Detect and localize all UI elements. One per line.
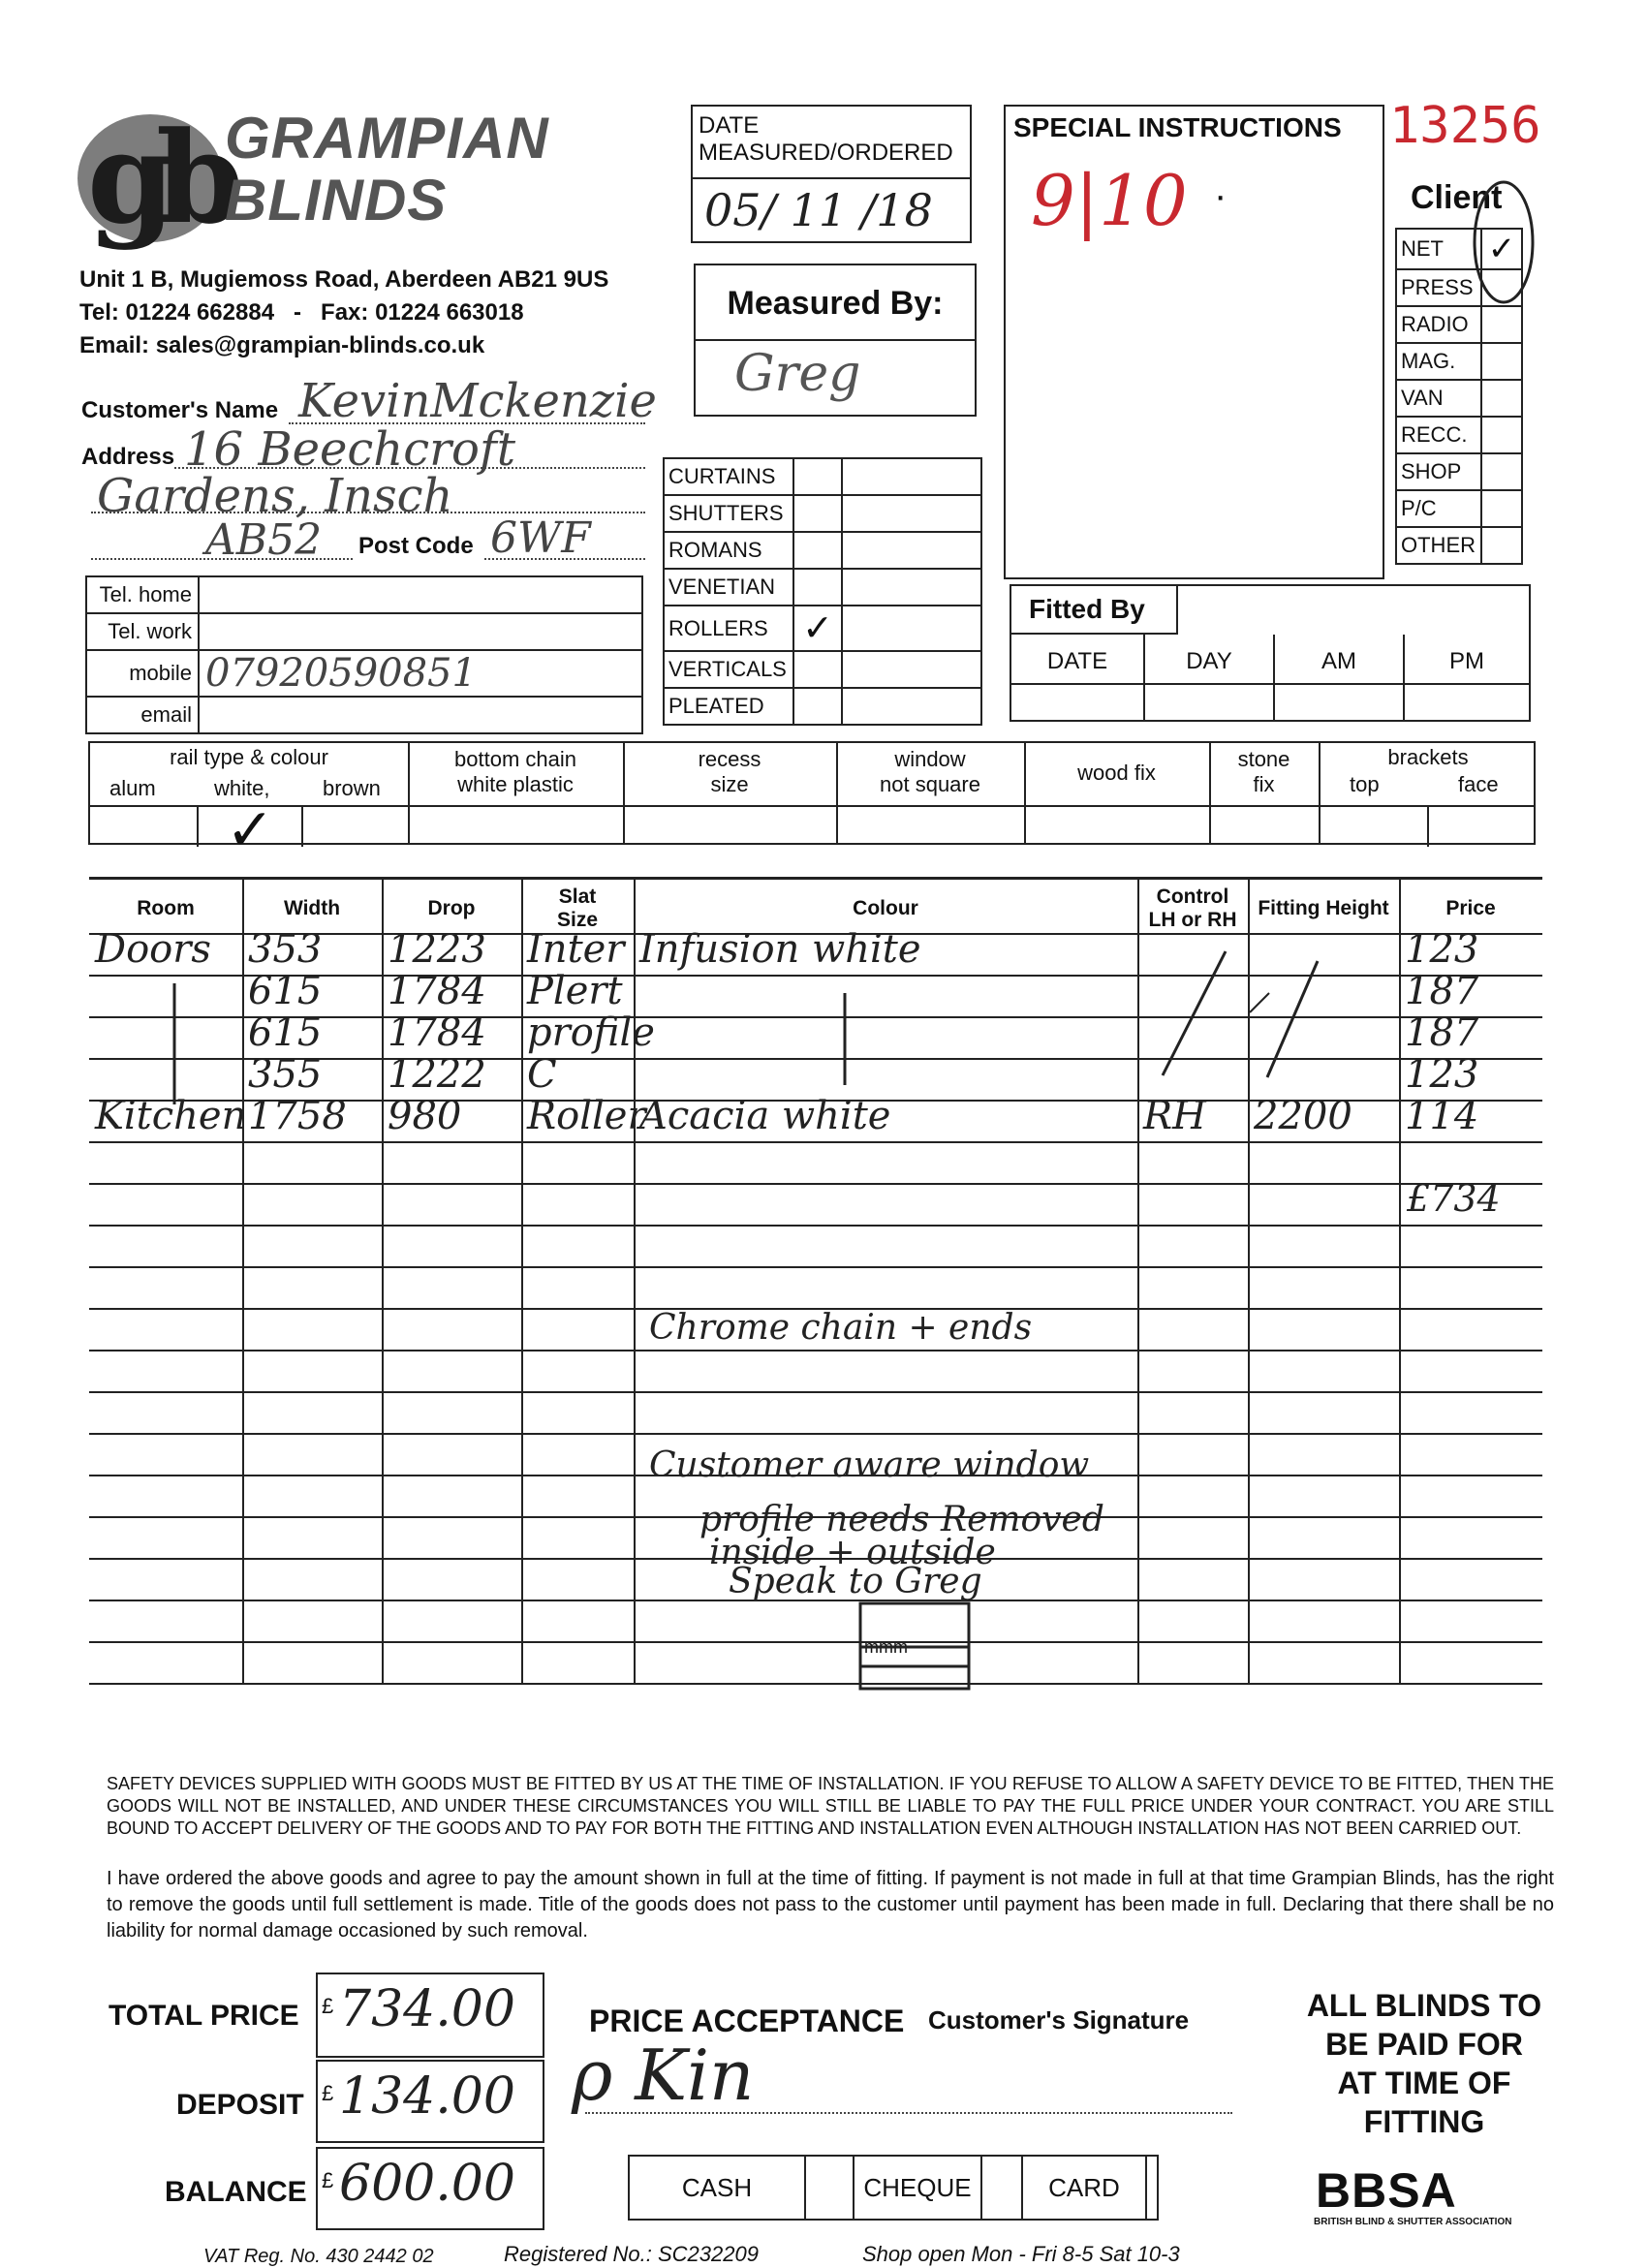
table-cell: 1784 (388, 969, 486, 1013)
table-cell: 114 (1405, 1094, 1479, 1138)
balance-label: BALANCE (165, 2176, 307, 2208)
brackets-face: face (1458, 772, 1499, 796)
table-cell: Plert (527, 969, 623, 1013)
client-option-label: MAG. (1396, 343, 1481, 380)
brackets-top: top (1350, 772, 1380, 796)
table-cell: 355 (248, 1052, 323, 1097)
postcode-value: 6WF (490, 513, 591, 563)
table-cell: profile (527, 1010, 655, 1055)
product-label: ROLLERS (664, 606, 793, 651)
window-not-square-label: window not square (880, 747, 980, 796)
table-cell: C (527, 1052, 557, 1097)
table-cell: 1758 (248, 1094, 347, 1138)
table-header: Control LH or RH (1148, 885, 1237, 931)
fitted-by-col: AM (1273, 635, 1403, 722)
customer-name-value: KevinMckenzie (298, 374, 657, 428)
signature: ρ Kin (572, 2035, 755, 2116)
client-label: Client (1411, 179, 1503, 216)
phone-value[interactable]: 07920590851 (199, 650, 642, 697)
product-check[interactable]: ✓ (793, 606, 842, 651)
product-label: SHUTTERS (664, 495, 793, 532)
bbsa-logo: BBSA (1316, 2163, 1457, 2218)
bbsa-sub: BRITISH BLIND & SHUTTER ASSOCIATION (1314, 2217, 1512, 2227)
address-line2: Gardens, Insch (97, 469, 453, 523)
payment-method-label: CASH (681, 2173, 753, 2202)
date-label: DATE MEASURED/ORDERED (693, 107, 970, 179)
phone-label: email (86, 697, 199, 733)
product-label: ROMANS (664, 532, 793, 569)
stone-fix-label: stone fix (1237, 747, 1290, 796)
table-header: Price (1445, 897, 1496, 919)
rail-alum: alum (109, 776, 156, 800)
product-label: CURTAINS (664, 458, 793, 495)
table-header: Drop (427, 897, 476, 919)
table-cell: Kitchen (95, 1094, 247, 1138)
payment-method-checkbox[interactable] (1145, 2157, 1161, 2219)
deposit-value: 134.00 (339, 2067, 515, 2126)
rail-white: white, (214, 776, 270, 800)
product-label: VERTICALS (664, 651, 793, 688)
bottom-chain-label: bottom chain white plastic (454, 747, 576, 796)
table-cell: Infusion white (639, 927, 921, 972)
balance-box: £ 600.00 (316, 2147, 544, 2230)
recess-size-label: recess size (698, 747, 761, 796)
customer-signature-label: Customer's Signature (928, 2005, 1190, 2035)
table-cell: Acacia white (639, 1094, 891, 1138)
special-instructions-dot: · (1214, 174, 1227, 217)
table-cell: 2200 (1254, 1094, 1352, 1138)
rail-label: rail type & colour (170, 745, 328, 769)
fitted-by-col: DATE (1046, 648, 1108, 674)
table-cell: 187 (1405, 969, 1479, 1013)
rail-white-check-icon: ✓ (226, 797, 275, 862)
address-line3: AB52 (205, 515, 323, 565)
client-circle (1475, 182, 1533, 302)
company-name-line2: BLINDS (225, 168, 448, 233)
client-option-label: SHOP (1396, 453, 1481, 490)
table-header: Slat Size (556, 885, 599, 931)
table-cell: 353 (248, 927, 323, 972)
company-name-line1: GRAMPIAN (225, 106, 549, 171)
table-cell: 123 (1405, 1052, 1479, 1097)
ditto-line-control (1163, 951, 1226, 1075)
total-price-label: TOTAL PRICE (109, 2000, 299, 2032)
agreement-terms: I have ordered the above goods and agree to pay the amount shown in full at the time of fitting. If payment is not made in full at that time Grampian Blinds, has the right to remove the goods until full settlement is made. Title of the goods does not pass to the customer until payment has been made in full. Declaring that there shall be no liability for normal damage occasioned by such removal. (107, 1868, 1554, 1942)
logo-letters: gb (87, 104, 225, 252)
balance-value: 600.00 (339, 2155, 515, 2213)
client-option-label: NET (1396, 229, 1481, 269)
table-cell: 615 (248, 969, 323, 1013)
order-number: 13256 (1389, 97, 1541, 155)
table-header: Colour (853, 897, 918, 919)
phone-label: Tel. home (86, 576, 199, 613)
special-instructions-value: 9|10 (1031, 160, 1188, 241)
customer-name-label: Customer's Name (81, 397, 279, 423)
table-cell: 1784 (388, 1010, 486, 1055)
table-cell: 615 (248, 1010, 323, 1055)
table-cell: RH (1143, 1094, 1206, 1138)
address-line1: 16 Beechcroft (184, 422, 515, 477)
table-cell: Doors (95, 927, 211, 972)
date-value: 05/ 11 /18 (704, 184, 933, 236)
table-cell: 1222 (388, 1052, 486, 1097)
product-label: VENETIAN (664, 569, 793, 606)
deposit-label: DEPOSIT (176, 2089, 304, 2121)
payment-method-checkbox[interactable] (804, 2157, 853, 2219)
table-cell: 980 (388, 1094, 462, 1138)
client-option-label: RADIO (1396, 306, 1481, 343)
shop-hours: Shop open Mon - Fri 8-5 Sat 10-3 (862, 2242, 1180, 2266)
table-note: inside + outside (709, 1533, 996, 1573)
measured-by-label: Measured By: (696, 265, 975, 341)
table-note: Customer aware window (649, 1445, 1090, 1485)
table-header: Width (283, 897, 341, 919)
table-header: Room (137, 897, 195, 919)
client-option-label: RECC. (1396, 417, 1481, 453)
postcode-label: Post Code (358, 533, 474, 559)
brackets-label: brackets (1387, 745, 1469, 769)
rail-brown: brown (323, 776, 381, 800)
client-option-label: OTHER (1396, 527, 1481, 564)
fitted-by-label: Fitted By (1029, 594, 1145, 624)
registered-number: Registered No.: SC232209 (504, 2242, 759, 2266)
total-price-value: 734.00 (339, 1980, 515, 2038)
table-cell: 187 (1405, 1010, 1479, 1055)
deposit-box: £ 134.00 (316, 2060, 544, 2143)
client-option-check[interactable]: ✓ (1481, 229, 1522, 269)
vat-number: VAT Reg. No. 430 2442 02 (203, 2246, 434, 2267)
safety-terms: SAFETY DEVICES SUPPLIED WITH GOODS MUST BE FITTED BY US AT THE TIME OF INSTALLATION. IF YOU REFUSE TO ALLOW A SAFETY DEVICE TO BE FITTED, THEN THE GOODS WILL NOT BE INSTALLED, AND UNDER THESE CIRCUMSTANCES YOU WILL STILL BE LIABLE TO PAY THE FULL PRICE UNDER YOUR CONTRACT. YOU ARE STILL BOUND TO ACCEPT DELIVERY OF THE GOODS AND TO PAY FOR BOTH THE FITTING AND INSTALLATION EVEN ALTHOUGH INSTALLATION HAS NOT BEEN CARRIED OUT. (107, 1774, 1554, 1838)
table-note: Speak to Greg (729, 1562, 982, 1602)
payment-method-label: CARD (1021, 2157, 1145, 2219)
table-cell: Inter (527, 927, 625, 972)
fitted-by-col: PM (1403, 635, 1529, 722)
table-note: Chrome chain + ends (649, 1308, 1033, 1348)
ditto-line-height (1267, 961, 1318, 1077)
total-price-box: £ 734.00 (316, 1973, 544, 2058)
phone-label: mobile (86, 650, 199, 697)
phone-label: Tel. work (86, 613, 199, 650)
client-option-label: VAN (1396, 380, 1481, 417)
payment-methods (628, 2155, 1159, 2221)
payment-method-checkbox[interactable] (980, 2157, 1021, 2219)
table-header: Fitting Height (1258, 897, 1389, 919)
table-note: profile needs Removed (699, 1499, 1104, 1539)
measured-by-value: Greg (734, 345, 861, 403)
client-option-label: PRESS (1396, 269, 1481, 306)
price-acceptance-label: PRICE ACCEPTANCE (589, 2004, 905, 2038)
company-address: Unit 1 B, Mugiemoss Road, Aberdeen AB21 9US (79, 266, 609, 293)
product-label: PLEATED (664, 688, 793, 725)
table-total: £734 (1407, 1177, 1501, 1220)
wood-fix-label: wood fix (1077, 761, 1156, 785)
client-option-label: P/C (1396, 490, 1481, 527)
sketch-label: mmm (864, 1637, 908, 1657)
payment-method-label: CHEQUE (853, 2157, 980, 2219)
fitted-by-col: DAY (1143, 635, 1273, 722)
payment-notice: ALL BLINDS TO BE PAID FOR AT TIME OF FITTING (1306, 1988, 1542, 2139)
table-cell: Roller (527, 1094, 646, 1138)
table-cell: 123 (1405, 927, 1479, 972)
address-label: Address (81, 444, 175, 470)
table-cell: 1223 (388, 927, 486, 972)
special-instructions-label: SPECIAL INSTRUCTIONS (1013, 112, 1342, 142)
company-tel: Tel: 01224 662884 - Fax: 01224 663018 (79, 299, 524, 326)
company-email: Email: sales@grampian-blinds.co.uk (79, 332, 485, 358)
